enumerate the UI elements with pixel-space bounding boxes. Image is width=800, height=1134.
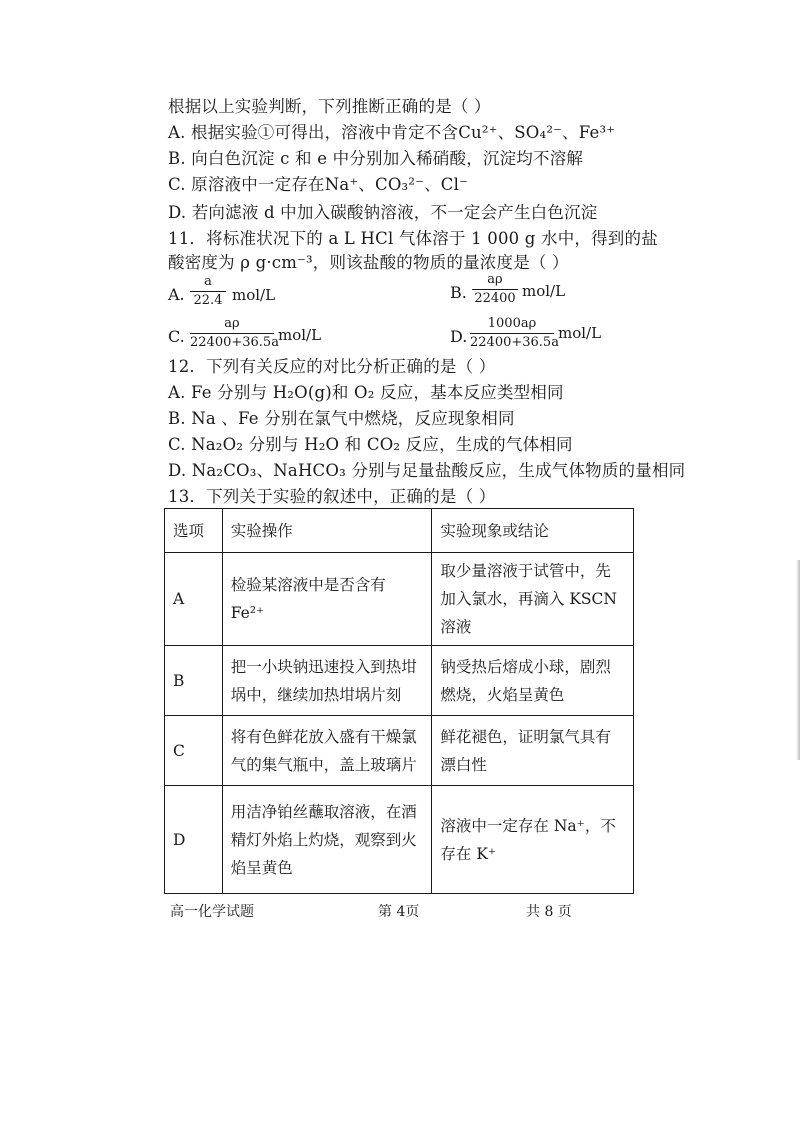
q11-option-a-denominator: 22.4 bbox=[193, 293, 223, 308]
q11-option-c-label: C. bbox=[168, 327, 185, 346]
q12-option-d: D. Na₂CO₃、NaHCO₃ 分别与足量盐酸反应，生成气体物质的量相同 bbox=[168, 461, 686, 480]
q11-option-d-label: D. bbox=[450, 327, 468, 346]
q11-option-c-unit: mol/L bbox=[278, 326, 322, 344]
header-operation: 实验操作 bbox=[222, 509, 432, 553]
q11-option-a-label: A. bbox=[168, 285, 185, 304]
table-row bbox=[165, 786, 634, 894]
table-header-row bbox=[165, 509, 634, 553]
q13-stem: 13．下列关于实验的叙述中，正确的是（ ） bbox=[168, 487, 496, 506]
q11-option-a-fraction bbox=[190, 274, 226, 309]
row-b-option: B bbox=[165, 646, 223, 716]
row-a-option: A bbox=[165, 553, 223, 646]
q10-option-a: A. 根据实验①可得出，溶液中肯定不含Cu²⁺、SO₄²⁻、Fe³⁺ bbox=[168, 123, 616, 142]
q11-option-b-unit: mol/L bbox=[522, 282, 566, 300]
row-c-operation: 将有色鲜花放入盛有干燥氯气的集气瓶中，盖上玻璃片 bbox=[222, 716, 432, 786]
q10-stem: 根据以上实验判断，下列推断正确的是（ ） bbox=[168, 97, 491, 116]
q12-option-a: A. Fe 分别与 H₂O(g)和 O₂ 反应，基本反应类型相同 bbox=[168, 383, 564, 402]
q11-option-d-denominator: 22400+36.5a bbox=[470, 335, 559, 350]
q11-option-c-fraction bbox=[190, 316, 279, 351]
q10-option-b: B. 向白色沉淀 c 和 e 中分别加入稀硝酸，沉淀均不溶解 bbox=[168, 149, 584, 168]
q11-option-d-numerator: 1000aρ bbox=[470, 316, 554, 334]
q12-option-b: B. Na 、Fe 分别在氯气中燃烧，反应现象相同 bbox=[168, 409, 515, 428]
q11-option-b-fraction bbox=[472, 272, 518, 307]
table-row bbox=[165, 646, 634, 716]
table-row bbox=[165, 553, 634, 646]
footer-page-number: 第 4页 bbox=[378, 904, 420, 920]
row-d-operation: 用洁净铂丝蘸取溶液，在酒精灯外焰上灼烧，观察到火焰呈黄色 bbox=[222, 786, 432, 894]
footer-subject: 高一化学试题 bbox=[170, 904, 254, 920]
q11-stem-line2: 酸密度为 ρ g·cm⁻³，则该盐酸的物质的量浓度是（ ） bbox=[168, 253, 569, 272]
q10-option-c: C. 原溶液中一定存在Na⁺、CO₃²⁻、Cl⁻ bbox=[168, 175, 469, 194]
row-a-operation: 检验某溶液中是否含有 Fe²⁺ bbox=[222, 553, 432, 646]
q11-stem-line1: 11．将标准状况下的 a L HCl 气体溶于 1 000 g 水中，得到的盐 bbox=[168, 229, 658, 248]
q11-option-d-fraction bbox=[470, 316, 559, 351]
q11-option-c-denominator: 22400+36.5a bbox=[190, 335, 279, 350]
row-c-option: C bbox=[165, 716, 223, 786]
header-result: 实验现象或结论 bbox=[432, 509, 634, 553]
row-d-result: 溶液中一定存在 Na⁺，不存在 K⁺ bbox=[432, 786, 634, 894]
q11-option-d-unit: mol/L bbox=[558, 324, 602, 342]
footer-page-total: 共 8 页 bbox=[526, 904, 572, 920]
table-row bbox=[165, 716, 634, 786]
q11-option-a-unit: mol/L bbox=[232, 286, 276, 304]
row-b-operation: 把一小块钠迅速投入到热坩埚中，继续加热坩埚片刻 bbox=[222, 646, 432, 716]
header-option: 选项 bbox=[165, 509, 223, 553]
row-d-option: D bbox=[165, 786, 223, 894]
q11-option-b-denominator: 22400 bbox=[474, 291, 516, 306]
row-b-result: 钠受热后熔成小球，剧烈燃烧，火焰呈黄色 bbox=[432, 646, 634, 716]
q10-option-d: D. 若向滤液 d 中加入碳酸钠溶液，不一定会产生白色沉淀 bbox=[168, 203, 598, 222]
q12-stem: 12．下列有关反应的对比分析正确的是（ ） bbox=[168, 357, 496, 376]
q11-option-a-numerator: a bbox=[190, 274, 226, 292]
row-a-result: 取少量溶液于试管中，先加入氯水，再滴入 KSCN 溶液 bbox=[432, 553, 634, 646]
q11-option-c-numerator: aρ bbox=[190, 316, 274, 334]
q11-option-b-label: B. bbox=[450, 283, 467, 302]
q12-option-c: C. Na₂O₂ 分别与 H₂O 和 CO₂ 反应，生成的气体相同 bbox=[168, 435, 573, 454]
scan-edge-shadow bbox=[796, 560, 800, 760]
experiment-table bbox=[164, 508, 634, 894]
row-c-result: 鲜花褪色，证明氯气具有漂白性 bbox=[432, 716, 634, 786]
q11-option-b-numerator: aρ bbox=[472, 272, 518, 290]
